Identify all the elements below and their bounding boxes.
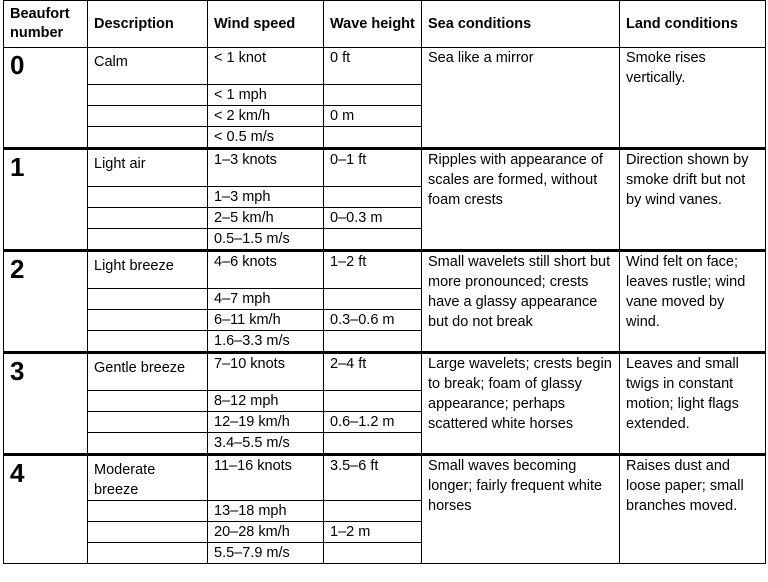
description-empty-cell: [88, 106, 208, 127]
beaufort-number: 0: [4, 48, 88, 149]
description-cell: Calm: [88, 48, 208, 85]
wave-height-ft-cell: 1–2 ft: [324, 251, 422, 289]
description-empty-cell: [88, 310, 208, 331]
wave-height-empty-cell: [324, 543, 422, 564]
wind-speed-cell: < 0.5 m/s: [208, 127, 324, 149]
header-land-conditions: Land conditions: [620, 1, 766, 48]
sea-conditions-cell: Large wavelets; crests begin to break; foam of glassy appearance; perhaps scattered white horses: [422, 353, 620, 455]
beaufort-number: 3: [4, 353, 88, 455]
wind-speed-cell: 1–3 mph: [208, 187, 324, 208]
description-empty-cell: [88, 391, 208, 412]
wave-height-empty-cell: [324, 229, 422, 251]
sea-conditions-cell: Ripples with appearance of scales are formed, without foam crests: [422, 149, 620, 251]
description-cell: Gentle breeze: [88, 353, 208, 391]
description-empty-cell: [88, 433, 208, 455]
wind-speed-cell: 5.5–7.9 m/s: [208, 543, 324, 564]
wave-height-m-cell: 0 m: [324, 106, 422, 127]
wind-speed-cell: 13–18 mph: [208, 501, 324, 522]
land-conditions-cell: Direction shown by smoke drift but not by wind vanes.: [620, 149, 766, 251]
wind-speed-cell: 7–10 knots: [208, 353, 324, 391]
wave-height-m-cell: 0–0.3 m: [324, 208, 422, 229]
header-wind-speed: Wind speed: [208, 1, 324, 48]
table-row: [4, 251, 766, 289]
wave-height-m-cell: 1–2 m: [324, 522, 422, 543]
wave-height-m-cell: 0.6–1.2 m: [324, 412, 422, 433]
land-conditions-cell: Leaves and small twigs in constant motion; light flags extended.: [620, 353, 766, 455]
beaufort-number: 4: [4, 455, 88, 564]
wind-speed-cell: 1–3 knots: [208, 149, 324, 187]
description-empty-cell: [88, 331, 208, 353]
header-wave-height: Wave height: [324, 1, 422, 48]
wind-speed-cell: 4–6 knots: [208, 251, 324, 289]
wave-height-m-cell: 0.3–0.6 m: [324, 310, 422, 331]
wave-height-empty-cell: [324, 289, 422, 310]
table-body: [4, 48, 766, 564]
wind-speed-cell: < 1 knot: [208, 48, 324, 85]
wave-height-empty-cell: [324, 391, 422, 412]
wind-speed-cell: 0.5–1.5 m/s: [208, 229, 324, 251]
wind-speed-cell: 8–12 mph: [208, 391, 324, 412]
land-conditions-cell: Raises dust and loose paper; small branches moved.: [620, 455, 766, 564]
wave-height-empty-cell: [324, 187, 422, 208]
wind-speed-cell: 1.6–3.3 m/s: [208, 331, 324, 353]
header-row: [4, 1, 766, 48]
description-cell: Light breeze: [88, 251, 208, 289]
description-empty-cell: [88, 289, 208, 310]
wave-height-ft-cell: 0 ft: [324, 48, 422, 85]
sea-conditions-cell: Sea like a mirror: [422, 48, 620, 149]
wind-speed-cell: 12–19 km/h: [208, 412, 324, 433]
wave-height-ft-cell: 0–1 ft: [324, 149, 422, 187]
description-empty-cell: [88, 85, 208, 106]
description-empty-cell: [88, 522, 208, 543]
wave-height-empty-cell: [324, 85, 422, 106]
header-sea-conditions: Sea conditions: [422, 1, 620, 48]
beaufort-number: 1: [4, 149, 88, 251]
header-beaufort: Beaufort number: [4, 1, 88, 48]
description-empty-cell: [88, 543, 208, 564]
wind-speed-cell: 2–5 km/h: [208, 208, 324, 229]
wave-height-ft-cell: 2–4 ft: [324, 353, 422, 391]
beaufort-number: 2: [4, 251, 88, 353]
beaufort-table: [3, 0, 766, 564]
wave-height-empty-cell: [324, 127, 422, 149]
wave-height-empty-cell: [324, 331, 422, 353]
description-empty-cell: [88, 501, 208, 522]
description-empty-cell: [88, 187, 208, 208]
land-conditions-cell: Smoke rises vertically.: [620, 48, 766, 149]
description-empty-cell: [88, 229, 208, 251]
table-row: [4, 48, 766, 85]
land-conditions-cell: Wind felt on face; leaves rustle; wind vane moved by wind.: [620, 251, 766, 353]
description-empty-cell: [88, 412, 208, 433]
description-empty-cell: [88, 127, 208, 149]
table-row: [4, 353, 766, 391]
wind-speed-cell: 3.4–5.5 m/s: [208, 433, 324, 455]
wave-height-empty-cell: [324, 433, 422, 455]
description-cell: Light air: [88, 149, 208, 187]
description-empty-cell: [88, 208, 208, 229]
wind-speed-cell: < 1 mph: [208, 85, 324, 106]
sea-conditions-cell: Small wavelets still short but more pronounced; crests have a glassy appearance but do not break: [422, 251, 620, 353]
wind-speed-cell: 20–28 km/h: [208, 522, 324, 543]
header-description: Description: [88, 1, 208, 48]
wind-speed-cell: < 2 km/h: [208, 106, 324, 127]
description-cell: Moderate breeze: [88, 455, 208, 501]
sea-conditions-cell: Small waves becoming longer; fairly frequent white horses: [422, 455, 620, 564]
wind-speed-cell: 4–7 mph: [208, 289, 324, 310]
wind-speed-cell: 6–11 km/h: [208, 310, 324, 331]
table-row: [4, 149, 766, 187]
wind-speed-cell: 11–16 knots: [208, 455, 324, 501]
table-row: [4, 455, 766, 501]
wave-height-ft-cell: 3.5–6 ft: [324, 455, 422, 501]
wave-height-empty-cell: [324, 501, 422, 522]
